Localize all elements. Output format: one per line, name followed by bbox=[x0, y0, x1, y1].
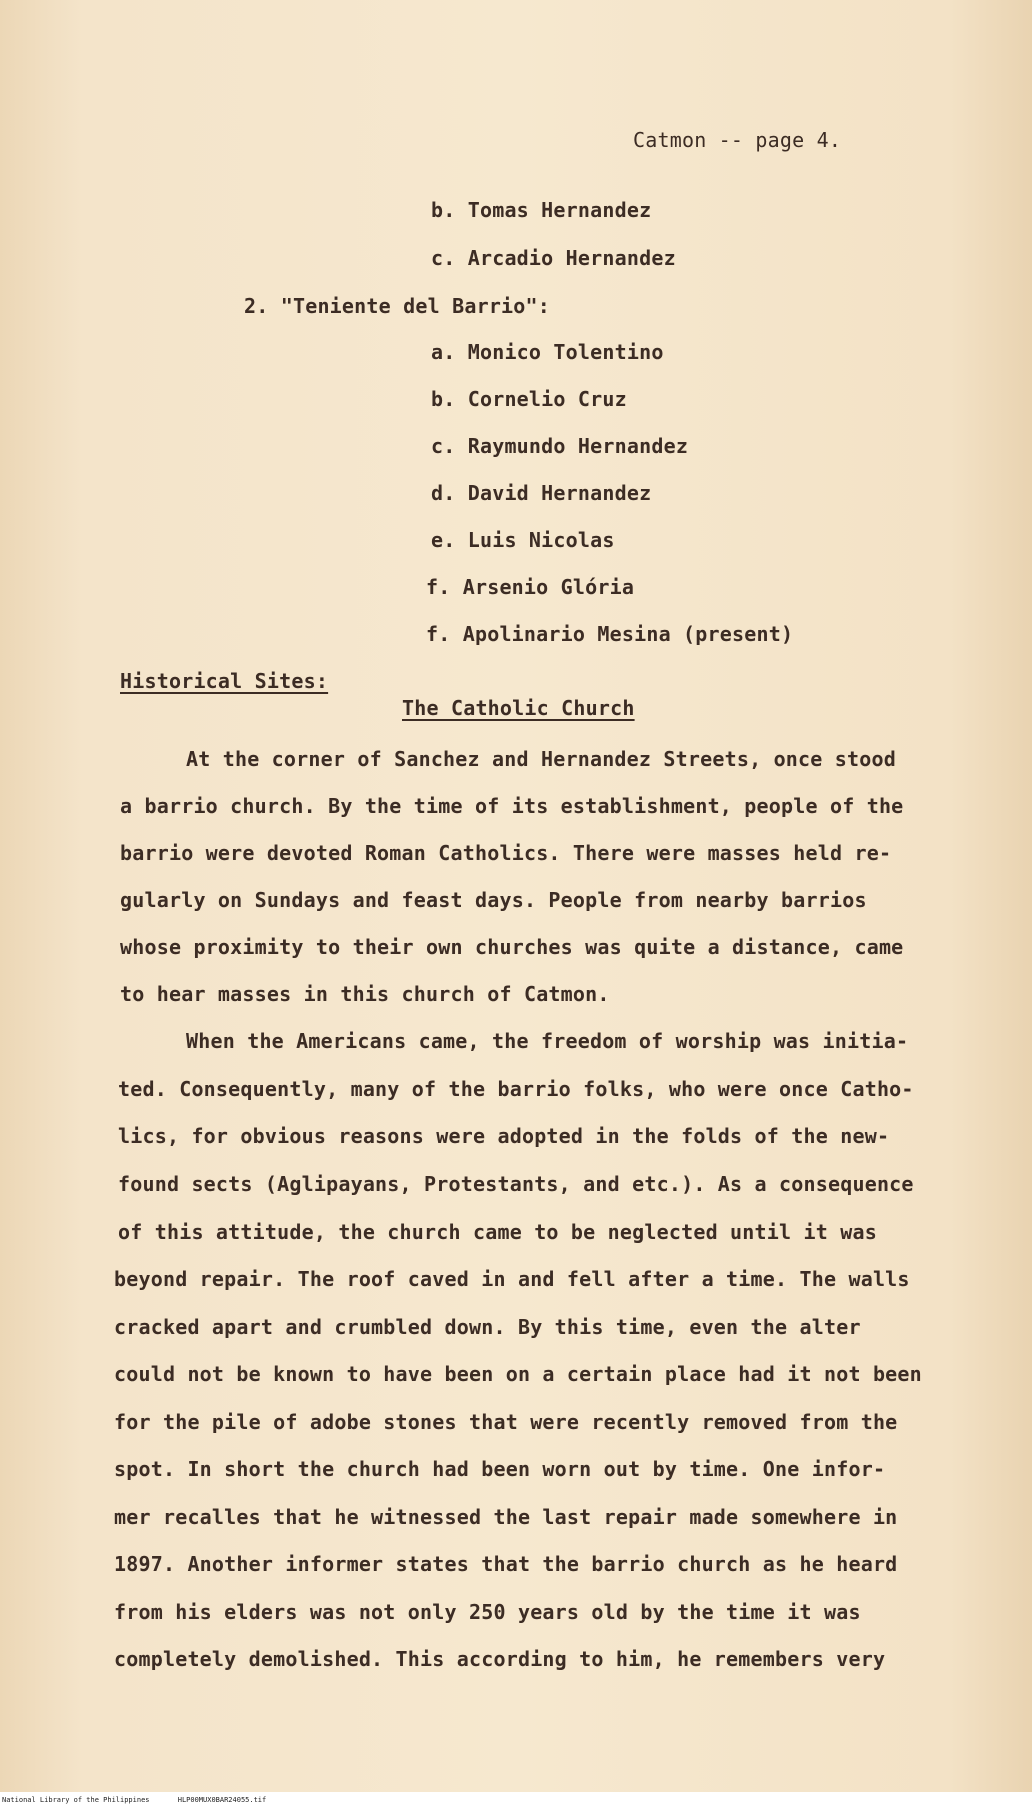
list-item: e. Luis Nicolas bbox=[431, 528, 615, 552]
paragraph-line: completely demolished. This according to him, he remembers very bbox=[114, 1647, 886, 1671]
paragraph-line: beyond repair. The roof caved in and fell after a time. The walls bbox=[114, 1267, 910, 1291]
paragraph-line: of this attitude, the church came to be neglected until it was bbox=[118, 1220, 877, 1244]
paragraph-line: spot. In short the church had been worn out by time. One infor- bbox=[114, 1457, 886, 1481]
section-heading: 2. "Teniente del Barrio": bbox=[244, 294, 551, 318]
page-header: Catmon -- page 4. bbox=[633, 128, 842, 152]
paragraph-line: could not be known to have been on a certain place had it not been bbox=[114, 1362, 922, 1386]
paragraph-line: to hear masses in this church of Catmon. bbox=[120, 982, 610, 1006]
paragraph-line: ted. Consequently, many of the barrio folks, who were once Catho- bbox=[118, 1077, 914, 1101]
paragraph-line: for the pile of adobe stones that were recently removed from the bbox=[114, 1410, 898, 1434]
paragraph-line: When the Americans came, the freedom of worship was initia- bbox=[186, 1029, 909, 1053]
paragraph-line: lics, for obvious reasons were adopted in the folds of the new- bbox=[118, 1124, 890, 1148]
paragraph-line: 1897. Another informer states that the barrio church as he heard bbox=[114, 1552, 898, 1576]
paragraph-line: whose proximity to their own churches was quite a distance, came bbox=[120, 935, 904, 959]
list-item: f. Apolinario Mesina (present) bbox=[426, 622, 794, 646]
list-item: c. Arcadio Hernandez bbox=[431, 246, 676, 270]
scan-footer bbox=[0, 1792, 1032, 1808]
paragraph-line: At the corner of Sanchez and Hernandez Streets, once stood bbox=[186, 747, 896, 771]
paragraph-line: a barrio church. By the time of its establishment, people of the bbox=[120, 794, 904, 818]
list-item: f. Arsenio Glória bbox=[426, 575, 635, 599]
paragraph-line: gularly on Sundays and feast days. People from nearby barrios bbox=[120, 888, 867, 912]
footer-library: National Library of the Philippines bbox=[2, 1796, 150, 1804]
paragraph-line: found sects (Aglipayans, Protestants, and etc.). As a consequence bbox=[118, 1172, 914, 1196]
paragraph-line: cracked apart and crumbled down. By this time, even the alter bbox=[114, 1315, 861, 1339]
church-heading: The Catholic Church bbox=[402, 696, 635, 720]
historical-sites-heading: Historical Sites: bbox=[120, 669, 329, 693]
paragraph-line: from his elders was not only 250 years old by the time it was bbox=[114, 1600, 861, 1624]
list-item: b. Cornelio Cruz bbox=[431, 387, 627, 411]
list-item: b. Tomas Hernandez bbox=[431, 198, 652, 222]
list-item: c. Raymundo Hernandez bbox=[431, 434, 689, 458]
list-item: d. David Hernandez bbox=[431, 481, 652, 505]
paragraph-line: barrio were devoted Roman Catholics. There were masses held re- bbox=[120, 841, 892, 865]
paragraph-line: mer recalles that he witnessed the last repair made somewhere in bbox=[114, 1505, 898, 1529]
list-item: a. Monico Tolentino bbox=[431, 340, 664, 364]
footer-file: HLP00MUX0BAR24055.tif bbox=[177, 1796, 267, 1804]
